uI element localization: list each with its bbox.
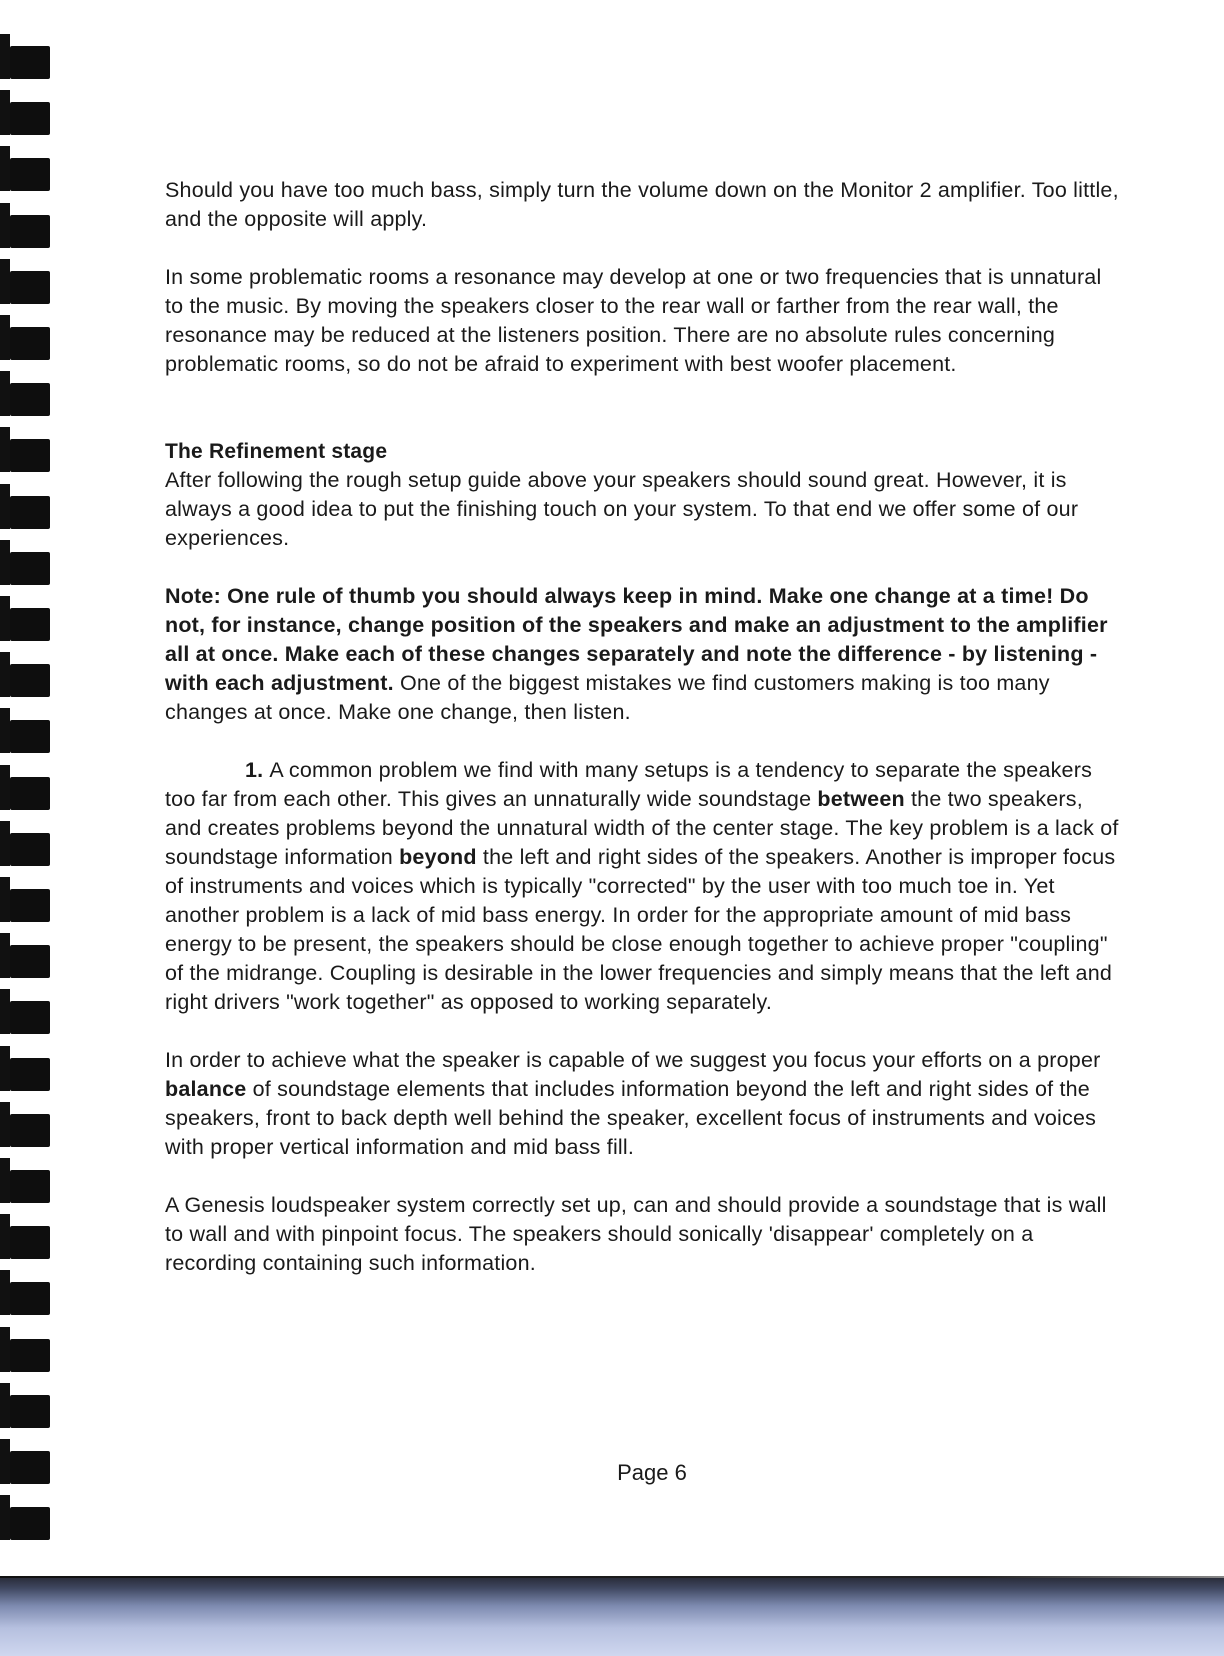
- binding-ring: [0, 1158, 50, 1203]
- binding-ring: [0, 371, 50, 416]
- binding-ring: [0, 821, 50, 866]
- binding-ring: [0, 484, 50, 529]
- binding-ring: [0, 259, 50, 304]
- binding-ring-loop: [10, 1282, 50, 1315]
- binding-ring: [0, 146, 50, 191]
- binding-ring-loop: [10, 1507, 50, 1540]
- binding-ring-spine: [0, 1327, 10, 1372]
- paragraph-balance: [165, 1046, 1125, 1162]
- binding-ring-spine: [0, 708, 10, 753]
- binding-ring: [0, 1270, 50, 1315]
- binding-ring-spine: [0, 315, 10, 360]
- item-text-a: A common problem we find with many setups is a tendency to separate the speakers too far from each other. This gives an unnaturally wide soundstage: [165, 758, 1093, 811]
- binding-ring: [0, 540, 50, 585]
- binding-ring-spine: [0, 90, 10, 135]
- binding-ring: [0, 315, 50, 360]
- section-heading: The Refinement stage: [165, 440, 388, 463]
- binding-ring-loop: [10, 46, 50, 79]
- item-text-b: the two speakers, and creates problems beyond the unnatural width of the center stage. The key problem is a lack of soundstage information: [165, 787, 1119, 869]
- binding-ring-spine: [0, 652, 10, 697]
- balance-bold: balance: [165, 1077, 247, 1101]
- binding-ring-spine: [0, 765, 10, 810]
- binding-ring: [0, 1383, 50, 1428]
- binding-ring-loop: [10, 383, 50, 416]
- binding-ring-spine: [0, 877, 10, 922]
- binding-ring: [0, 1495, 50, 1540]
- binding-ring-loop: [10, 1058, 50, 1091]
- binding-ring-spine: [0, 1214, 10, 1259]
- binding-ring-loop: [10, 1114, 50, 1147]
- binding-ring: [0, 1214, 50, 1259]
- binding-ring-loop: [10, 777, 50, 810]
- binding-ring-spine: [0, 1102, 10, 1147]
- binding-ring-loop: [10, 439, 50, 472]
- paragraph-bass-adjustment: Should you have too much bass, simply turn the volume down on the Monitor 2 amplifier. Too little, and the opposite will apply.: [165, 178, 1119, 231]
- binding-ring-spine: [0, 989, 10, 1034]
- binding-ring: [0, 708, 50, 753]
- binding-ring-spine: [0, 1158, 10, 1203]
- binding-ring: [0, 1327, 50, 1372]
- binding-ring-spine: [0, 34, 10, 79]
- paragraph-resonance: In some problematic rooms a resonance may develop at one or two frequencies that is unnatural to the music. By moving the speakers closer to the rear wall or farther from the rear wall, the resonance may be reduced at the listeners position. There are no absolute rules concerning problematic rooms, so do not be afraid to experiment with best woofer placement.: [165, 265, 1102, 376]
- page-number: Page 6: [617, 1460, 687, 1485]
- binding-ring-loop: [10, 833, 50, 866]
- binding-ring: [0, 933, 50, 978]
- binding-ring-loop: [10, 1226, 50, 1259]
- binding-ring-loop: [10, 552, 50, 585]
- binding-ring-spine: [0, 1495, 10, 1540]
- item-bold-beyond: beyond: [399, 845, 477, 869]
- binding-ring-spine: [0, 540, 10, 585]
- binding-ring: [0, 877, 50, 922]
- binding-ring-spine: [0, 1270, 10, 1315]
- binding-ring-loop: [10, 1170, 50, 1203]
- binding-ring: [0, 34, 50, 79]
- binding-ring-loop: [10, 889, 50, 922]
- binding-ring-loop: [10, 102, 50, 135]
- binding-ring-loop: [10, 1395, 50, 1428]
- binding-ring-loop: [10, 608, 50, 641]
- binding-ring-spine: [0, 596, 10, 641]
- binding-ring: [0, 989, 50, 1034]
- binding-ring-loop: [10, 496, 50, 529]
- binding-ring: [0, 1102, 50, 1147]
- binding-ring-loop: [10, 158, 50, 191]
- binding-ring-loop: [10, 945, 50, 978]
- paragraph-genesis: A Genesis loudspeaker system correctly set up, can and should provide a soundstage that is wall to wall and with pinpoint focus. The speakers should sonically 'disappear' completely on a recording containing such information.: [165, 1193, 1107, 1275]
- binding-ring: [0, 765, 50, 810]
- binding-ring-spine: [0, 371, 10, 416]
- binding-ring-spine: [0, 484, 10, 529]
- binding-ring-spine: [0, 259, 10, 304]
- numbered-item-1: [165, 756, 1125, 1017]
- item-bold-between: between: [817, 787, 905, 811]
- binding-ring-loop: [10, 327, 50, 360]
- binding-ring: [0, 652, 50, 697]
- balance-text-a: In order to achieve what the speaker is capable of we suggest you focus your efforts on a proper: [165, 1048, 1101, 1072]
- paragraph-note: [165, 582, 1125, 727]
- binding-ring-spine: [0, 203, 10, 248]
- balance-text-b: of soundstage elements that includes information beyond the left and right sides of the speakers, front to back depth well behind the speaker, excellent focus of instruments and voices with proper vertical information and mid bass fill.: [165, 1077, 1097, 1159]
- binding-ring: [0, 427, 50, 472]
- page-body: [165, 176, 1125, 1278]
- binding-ring: [0, 90, 50, 135]
- binding-ring-spine: [0, 1383, 10, 1428]
- scanner-bed-edge: [0, 1578, 1224, 1656]
- binding-ring: [0, 1046, 50, 1091]
- binding-ring: [0, 203, 50, 248]
- binding-ring-spine: [0, 146, 10, 191]
- binding-ring-spine: [0, 821, 10, 866]
- note-bold-text: Note: One rule of thumb you should always keep in mind. Make one change at a time! Do not, for instance, change position of the speakers and make an adjustment to the amplifier all at once. Make each of these changes separately and note the difference - by listening - with each adjustment.: [165, 584, 1108, 695]
- binding-ring-loop: [10, 271, 50, 304]
- binding-ring-loop: [10, 664, 50, 697]
- binding-ring-loop: [10, 1339, 50, 1372]
- spiral-binding: [0, 20, 60, 1550]
- paragraph-refinement-intro: After following the rough setup guide above your speakers should sound great. However, it is always a good idea to put the finishing touch on your system. To that end we offer some of our experiences.: [165, 468, 1079, 550]
- binding-ring-loop: [10, 215, 50, 248]
- binding-ring-spine: [0, 1046, 10, 1091]
- binding-ring-spine: [0, 427, 10, 472]
- binding-ring-loop: [10, 1001, 50, 1034]
- item-text-c: the left and right sides of the speakers. Another is improper focus of instruments and voices which is typically "corrected" by the user with too much toe in. Yet another problem is a lack of mid bass energy. In order for the appropriate amount of mid bass energy to be present, the speakers should be close enough together to achieve proper "coupling" of the midrange. Coupling is desirable in the lower frequencies and simply means that the left and right drivers "work together" as opposed to working separately.: [165, 845, 1116, 1014]
- item-number: 1.: [245, 758, 264, 782]
- binding-ring-spine: [0, 933, 10, 978]
- note-text: One of the biggest mistakes we find customers making is too many changes at once. Make one change, then listen.: [165, 671, 1050, 724]
- binding-ring: [0, 596, 50, 641]
- binding-ring-loop: [10, 720, 50, 753]
